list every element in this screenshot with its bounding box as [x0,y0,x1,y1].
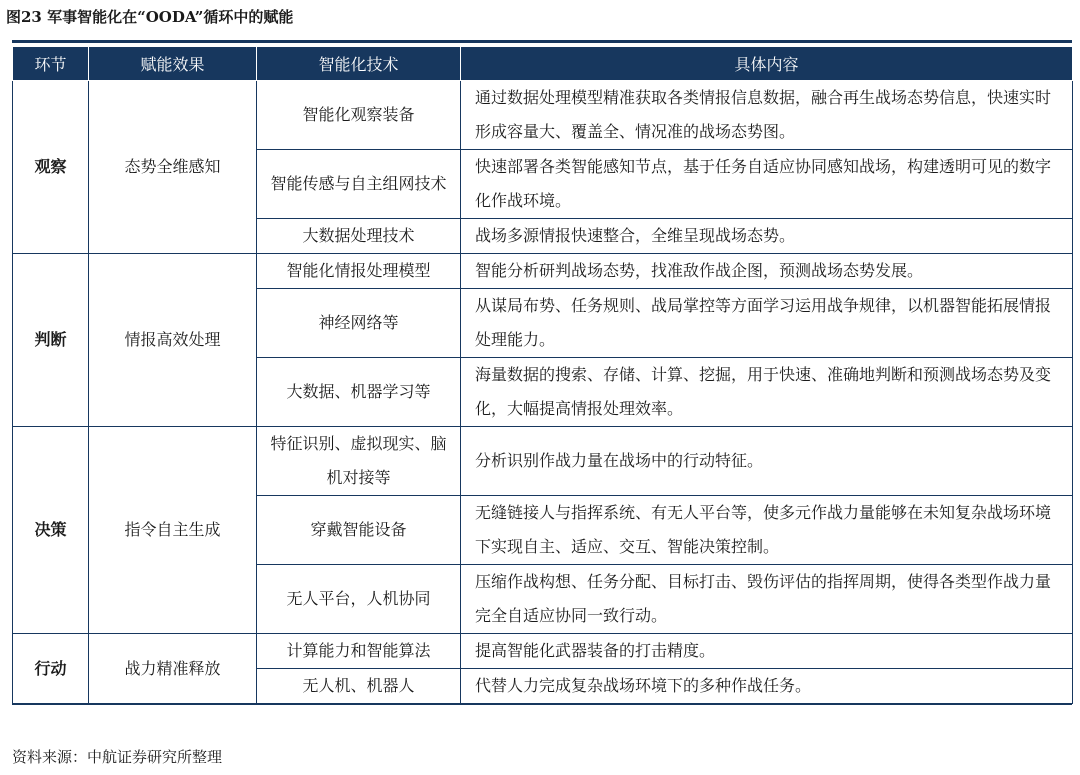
stage-cell: 观察 [13,81,89,254]
tech-cell: 大数据、机器学习等 [257,358,461,427]
header-tech: 智能化技术 [257,47,461,81]
table-row [13,634,1073,669]
tech-cell: 无人机、机器人 [257,669,461,704]
ooda-table [12,46,1073,704]
table-row [13,81,1073,150]
content-cell: 分析识别作战力量在战场中的行动特征。 [461,427,1073,496]
content-cell: 快速部署各类智能感知节点，基于任务自适应协同感知战场，构建透明可见的数字化作战环境。 [461,150,1073,219]
content-cell: 无缝链接人与指挥系统、有无人平台等，使多元作战力量能够在未知复杂战场环境下实现自主、适应、交互、智能决策控制。 [461,496,1073,565]
top-rule [12,40,1072,43]
tech-cell: 计算能力和智能算法 [257,634,461,669]
table-row [13,427,1073,496]
tech-cell: 穿戴智能设备 [257,496,461,565]
figure-title: 图23 军事智能化在“OODA”循环中的赋能 [6,8,294,26]
effect-cell: 指令自主生成 [89,427,257,634]
source-note: 资料来源：中航证券研究所整理 [12,748,223,766]
bottom-rule [12,703,1072,705]
content-cell: 从谋局布势、任务规则、战局掌控等方面学习运用战争规律，以机器智能拓展情报处理能力。 [461,289,1073,358]
content-cell: 智能分析研判战场态势，找准敌作战企图，预测战场态势发展。 [461,254,1073,289]
header-effect: 赋能效果 [89,47,257,81]
table-row [13,254,1073,289]
tech-cell: 大数据处理技术 [257,219,461,254]
effect-cell: 战力精准释放 [89,634,257,704]
tech-cell: 神经网络等 [257,289,461,358]
stage-cell: 判断 [13,254,89,427]
content-cell: 提高智能化武器装备的打击精度。 [461,634,1073,669]
stage-cell: 行动 [13,634,89,704]
content-cell: 战场多源情报快速整合，全维呈现战场态势。 [461,219,1073,254]
header-content: 具体内容 [461,47,1073,81]
effect-cell: 情报高效处理 [89,254,257,427]
content-cell: 海量数据的搜索、存储、计算、挖掘，用于快速、准确地判断和预测战场态势及变化，大幅提高情报处理效率。 [461,358,1073,427]
tech-cell: 智能化情报处理模型 [257,254,461,289]
stage-cell: 决策 [13,427,89,634]
content-cell: 压缩作战构想、任务分配、目标打击、毁伤评估的指挥周期，使得各类型作战力量完全自适应协同一致行动。 [461,565,1073,634]
header-stage: 环节 [13,47,89,81]
content-cell: 通过数据处理模型精准获取各类情报信息数据，融合再生战场态势信息，快速实时形成容量大、覆盖全、情况准的战场态势图。 [461,81,1073,150]
effect-cell: 态势全维感知 [89,81,257,254]
content-cell: 代替人力完成复杂战场环境下的多种作战任务。 [461,669,1073,704]
table-header-row [13,47,1073,81]
tech-cell: 特征识别、虚拟现实、脑机对接等 [257,427,461,496]
tech-cell: 无人平台，人机协同 [257,565,461,634]
tech-cell: 智能化观察装备 [257,81,461,150]
tech-cell: 智能传感与自主组网技术 [257,150,461,219]
